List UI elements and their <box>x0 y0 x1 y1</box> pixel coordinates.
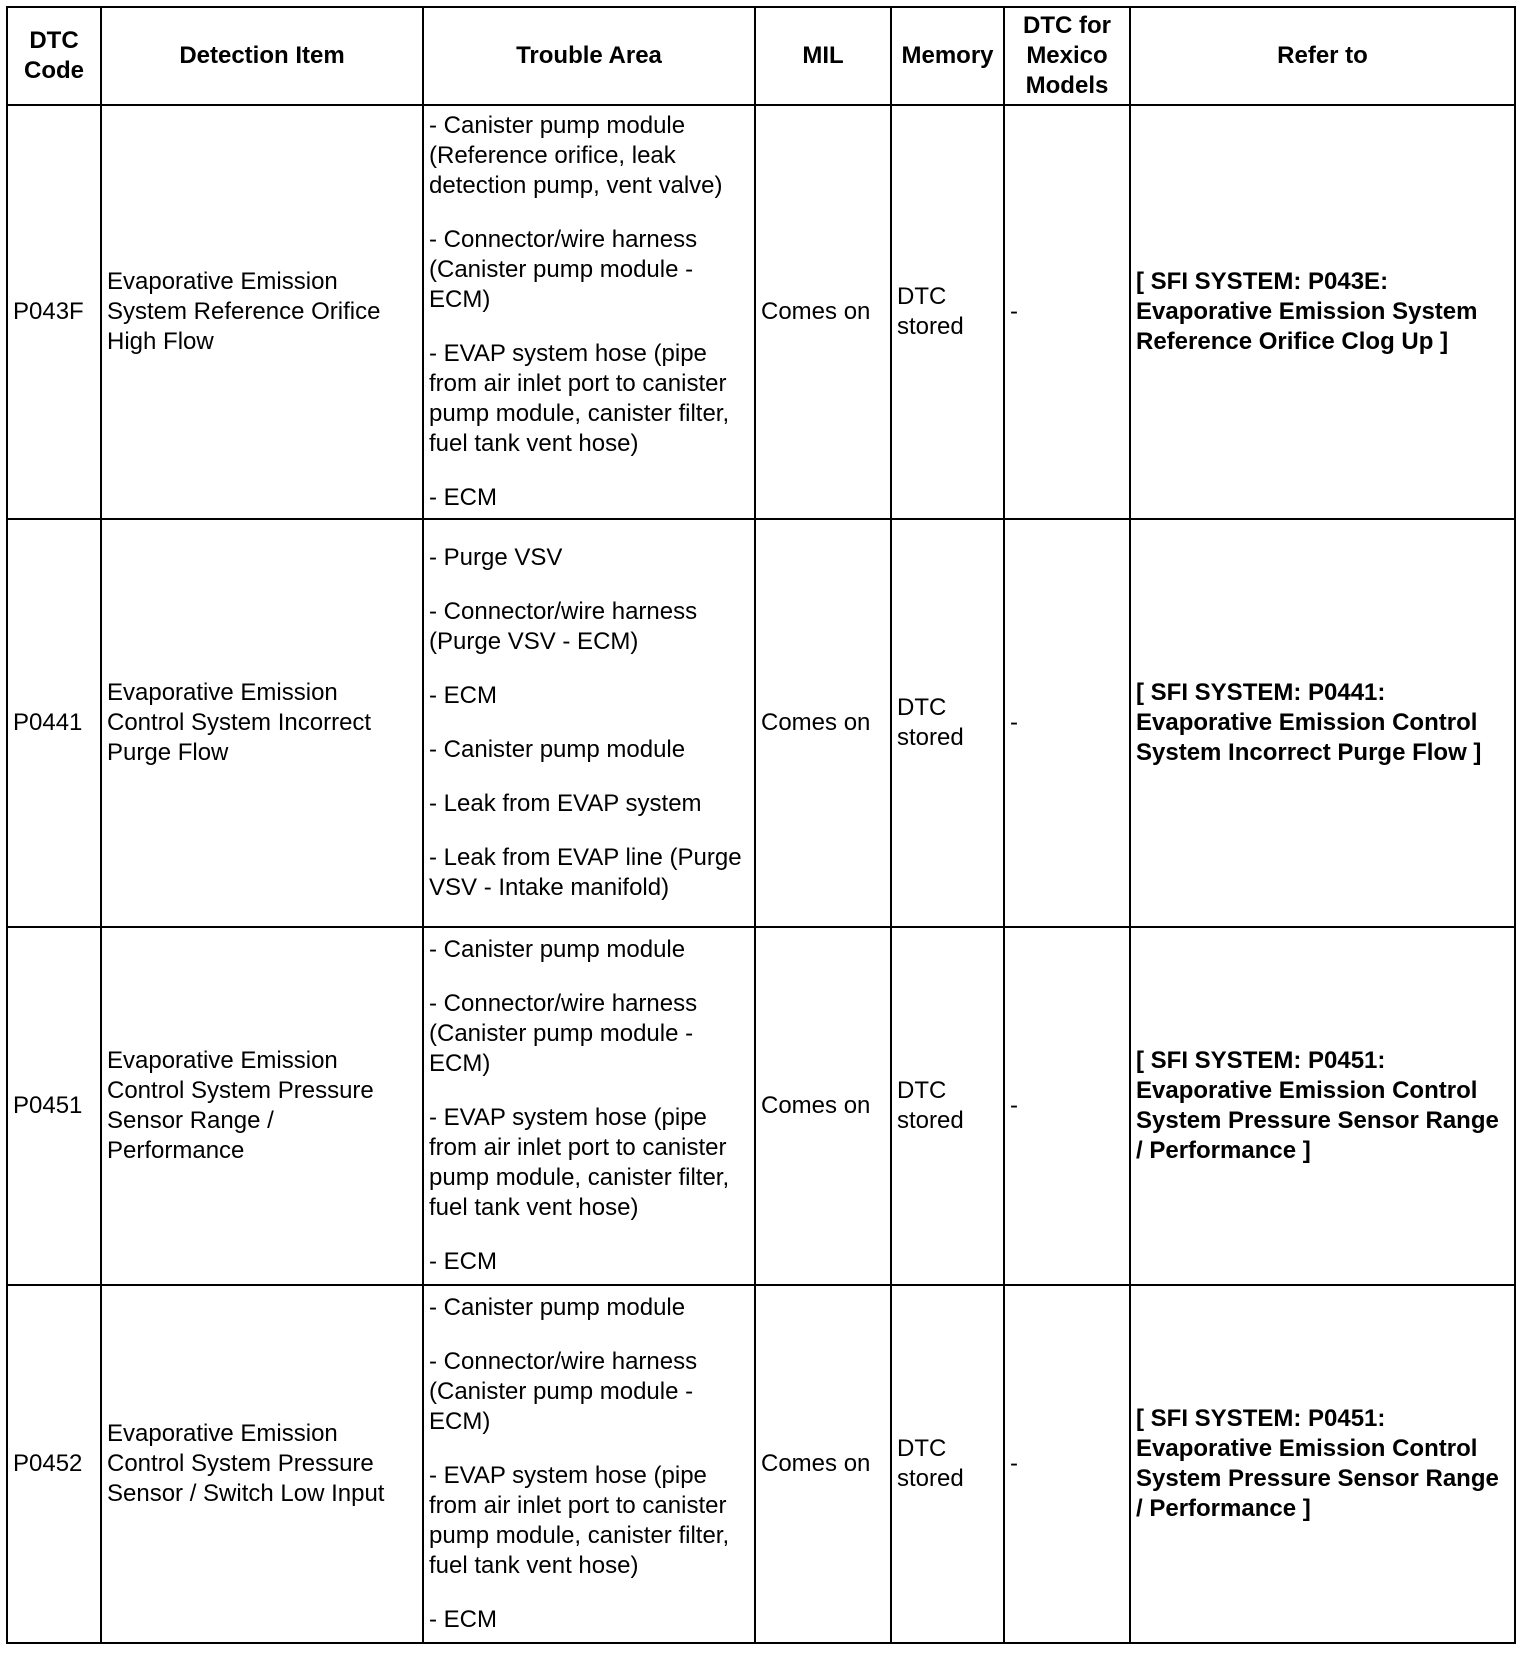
trouble-area-item: - EVAP system hose (pipe from air inlet port to canister pump module, canister filter, fuel tank vent hose) <box>429 1462 730 1579</box>
trouble-area-item: - Canister pump module <box>429 1294 686 1321</box>
refer-to-link[interactable]: [ SFI SYSTEM: P0451: Evaporative Emission Control System Pressure Sensor Range / Performance ] <box>1130 1285 1515 1643</box>
trouble-area <box>423 1285 755 1643</box>
trouble-area-item: - Connector/wire harness (Purge VSV - ECM) <box>429 598 698 655</box>
trouble-area-item: - ECM <box>429 484 497 511</box>
detection-item: Evaporative Emission Control System Pressure Sensor Range / Performance <box>101 927 423 1285</box>
table-row <box>7 1285 1515 1643</box>
detection-item: Evaporative Emission System Reference Orifice High Flow <box>101 105 423 519</box>
trouble-area-item: - Canister pump module <box>429 936 686 963</box>
header-dtc-code: DTC Code <box>7 7 101 105</box>
trouble-area <box>423 519 755 927</box>
trouble-area-item: - EVAP system hose (pipe from air inlet port to canister pump module, canister filter, fuel tank vent hose) <box>429 340 730 457</box>
dtc-code: P043F <box>7 105 101 519</box>
trouble-area <box>423 105 755 519</box>
table-row <box>7 927 1515 1285</box>
detection-item: Evaporative Emission Control System Pressure Sensor / Switch Low Input <box>101 1285 423 1643</box>
trouble-area-item: - Leak from EVAP system <box>429 790 702 817</box>
refer-to-link[interactable]: [ SFI SYSTEM: P0451: Evaporative Emission Control System Pressure Sensor Range / Performance ] <box>1130 927 1515 1285</box>
dtc-table <box>6 6 1516 1644</box>
header-memory: Memory <box>891 7 1004 105</box>
dtc-code: P0451 <box>7 927 101 1285</box>
memory-status: DTC stored <box>891 927 1004 1285</box>
memory-status: DTC stored <box>891 1285 1004 1643</box>
trouble-area-item: - Connector/wire harness (Canister pump module - ECM) <box>429 990 698 1077</box>
dtc-mexico: - <box>1004 927 1130 1285</box>
trouble-area-item: - ECM <box>429 682 497 709</box>
mil-status: Comes on <box>755 105 891 519</box>
refer-to-link[interactable]: [ SFI SYSTEM: P0441: Evaporative Emission Control System Incorrect Purge Flow ] <box>1130 519 1515 927</box>
trouble-area-item: - Connector/wire harness (Canister pump module - ECM) <box>429 226 698 313</box>
memory-status: DTC stored <box>891 519 1004 927</box>
trouble-area <box>423 927 755 1285</box>
mil-status: Comes on <box>755 927 891 1285</box>
trouble-area-item: - Leak from EVAP line (Purge VSV - Intake manifold) <box>429 844 742 901</box>
header-detection-item: Detection Item <box>101 7 423 105</box>
dtc-mexico: - <box>1004 105 1130 519</box>
trouble-area-item: - Connector/wire harness (Canister pump module - ECM) <box>429 1348 698 1435</box>
header-trouble-area: Trouble Area <box>423 7 755 105</box>
header-dtc-mexico: DTC for Mexico Models <box>1004 7 1130 105</box>
table-row <box>7 519 1515 927</box>
trouble-area-item: - Canister pump module <box>429 736 686 763</box>
header-refer-to: Refer to <box>1130 7 1515 105</box>
dtc-code: P0441 <box>7 519 101 927</box>
trouble-area-item: - EVAP system hose (pipe from air inlet port to canister pump module, canister filter, fuel tank vent hose) <box>429 1104 730 1221</box>
dtc-mexico: - <box>1004 519 1130 927</box>
dtc-code: P0452 <box>7 1285 101 1643</box>
detection-item: Evaporative Emission Control System Incorrect Purge Flow <box>101 519 423 927</box>
header-row <box>7 7 1515 105</box>
trouble-area-item: - ECM <box>429 1248 497 1275</box>
header-mil: MIL <box>755 7 891 105</box>
mil-status: Comes on <box>755 519 891 927</box>
dtc-mexico: - <box>1004 1285 1130 1643</box>
refer-to-link[interactable]: [ SFI SYSTEM: P043E: Evaporative Emission System Reference Orifice Clog Up ] <box>1130 105 1515 519</box>
memory-status: DTC stored <box>891 105 1004 519</box>
trouble-area-item: - Canister pump module (Reference orifice, leak detection pump, vent valve) <box>429 112 723 199</box>
trouble-area-item: - Purge VSV <box>429 544 563 571</box>
mil-status: Comes on <box>755 1285 891 1643</box>
trouble-area-item: - ECM <box>429 1606 497 1633</box>
table-row <box>7 105 1515 519</box>
